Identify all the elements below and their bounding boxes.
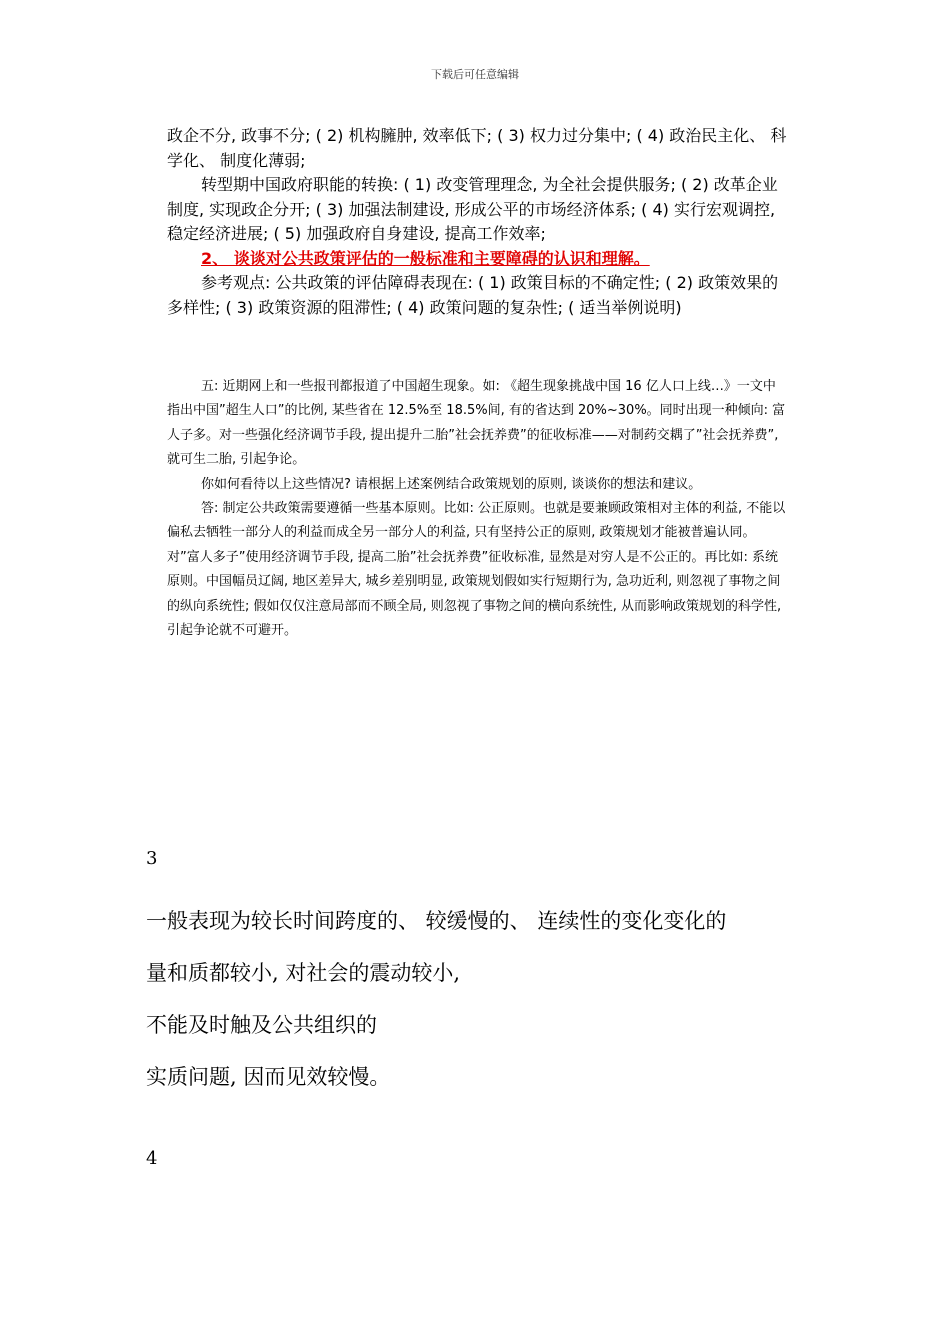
section-number: 3 bbox=[146, 848, 158, 869]
text-line-2: 量和质都较小, 对社会的震动较小, bbox=[146, 961, 461, 985]
text-line-3: 不能及时触及公共组织的 bbox=[146, 1013, 377, 1037]
text-line-4: 实质问题, 因而见效较慢。 bbox=[146, 1065, 391, 1089]
section-government-functions bbox=[167, 124, 787, 320]
paragraph-case: 五: 近期网上和一些报刊都报道了中国超生现象。如: 《超生现象挑战中国 16 亿人口上线…》一文中指出中国”超生人口”的比例, 某些省在 12.5%至 18.5%间, 有的省达到 20%~30%。同时出现一种倾向: 富人子多。对一些强化经济调节手段, 提出提升二胎”社会抚养费”的征收标准——对制药交耦了”社会抚养费”, 就可生二胎, 引起争论。 bbox=[167, 379, 786, 468]
section-case-study bbox=[167, 375, 787, 643]
section-number-2: 4 bbox=[146, 1148, 158, 1169]
section-number-3 bbox=[146, 848, 846, 869]
page-header-note: 下载后可任意编辑 bbox=[431, 68, 519, 81]
paragraph-question: 你如何看待以上这些情况? 请根据上述案例结合政策规划的原则, 谈谈你的想法和建议。 bbox=[201, 476, 702, 492]
section-incremental-change bbox=[146, 895, 846, 1103]
paragraph-problems: 政企不分, 政事不分; ( 2) 机构臃肿, 效率低下; ( 3) 权力过分集中; ( 4) 政治民主化、 科学化、 制度化薄弱; bbox=[167, 126, 787, 170]
paragraph-transformation: 转型期中国政府职能的转换: ( 1) 改变管理理念, 为全社会提供服务; ( 2) 改革企业制度, 实现政企分开; ( 3) 加强法制建设, 形成公平的市场经济体系; ( 4) 实行宏观调控, 稳定经济进展; ( 5) 加强政府自身建设, 提高工作效率; bbox=[167, 175, 778, 243]
text-line-1: 一般表现为较长时间跨度的、 较缓慢的、 连续性的变化变化的 bbox=[146, 909, 727, 933]
paragraph-reference-view: 参考观点: 公共政策的评估障碍表现在: ( 1) 政策目标的不确定性; ( 2) 政策效果的多样性; ( 3) 政策资源的阻滞性; ( 4) 政策问题的复杂性; ( 适当举例说明) bbox=[167, 273, 779, 317]
question-heading: 2、 谈谈对公共政策评估的一般标准和主要障碍的认识和理解。 bbox=[201, 248, 650, 268]
paragraph-answer: 答: 制定公共政策需要遵循一些基本原则。比如: 公正原则。也就是要兼顾政策相对主体的利益, 不能以偏私去牺牲一部分人的利益而成全另一部分人的利益, 只有坚持公正的原则, 政策规划才能被普遍认同。对”富人多子”使用经济调节手段, 提高二胎”社会抚养费”征收标准, 显然是对穷人是不公正的。再比如: 系统原则。中国幅员辽阔, 地区差异大, 城乡差别明显, 政策规划假如实行短期行为, 急功近利, 则忽视了事物之间的纵向系统性; 假如仅仅注意局部而不顾全局, 则忽视了事物之间的横向系统性, 从而影响政策规划的科学性, 引起争论就不可避开。 bbox=[167, 501, 786, 639]
section-number-4 bbox=[146, 1148, 846, 1169]
